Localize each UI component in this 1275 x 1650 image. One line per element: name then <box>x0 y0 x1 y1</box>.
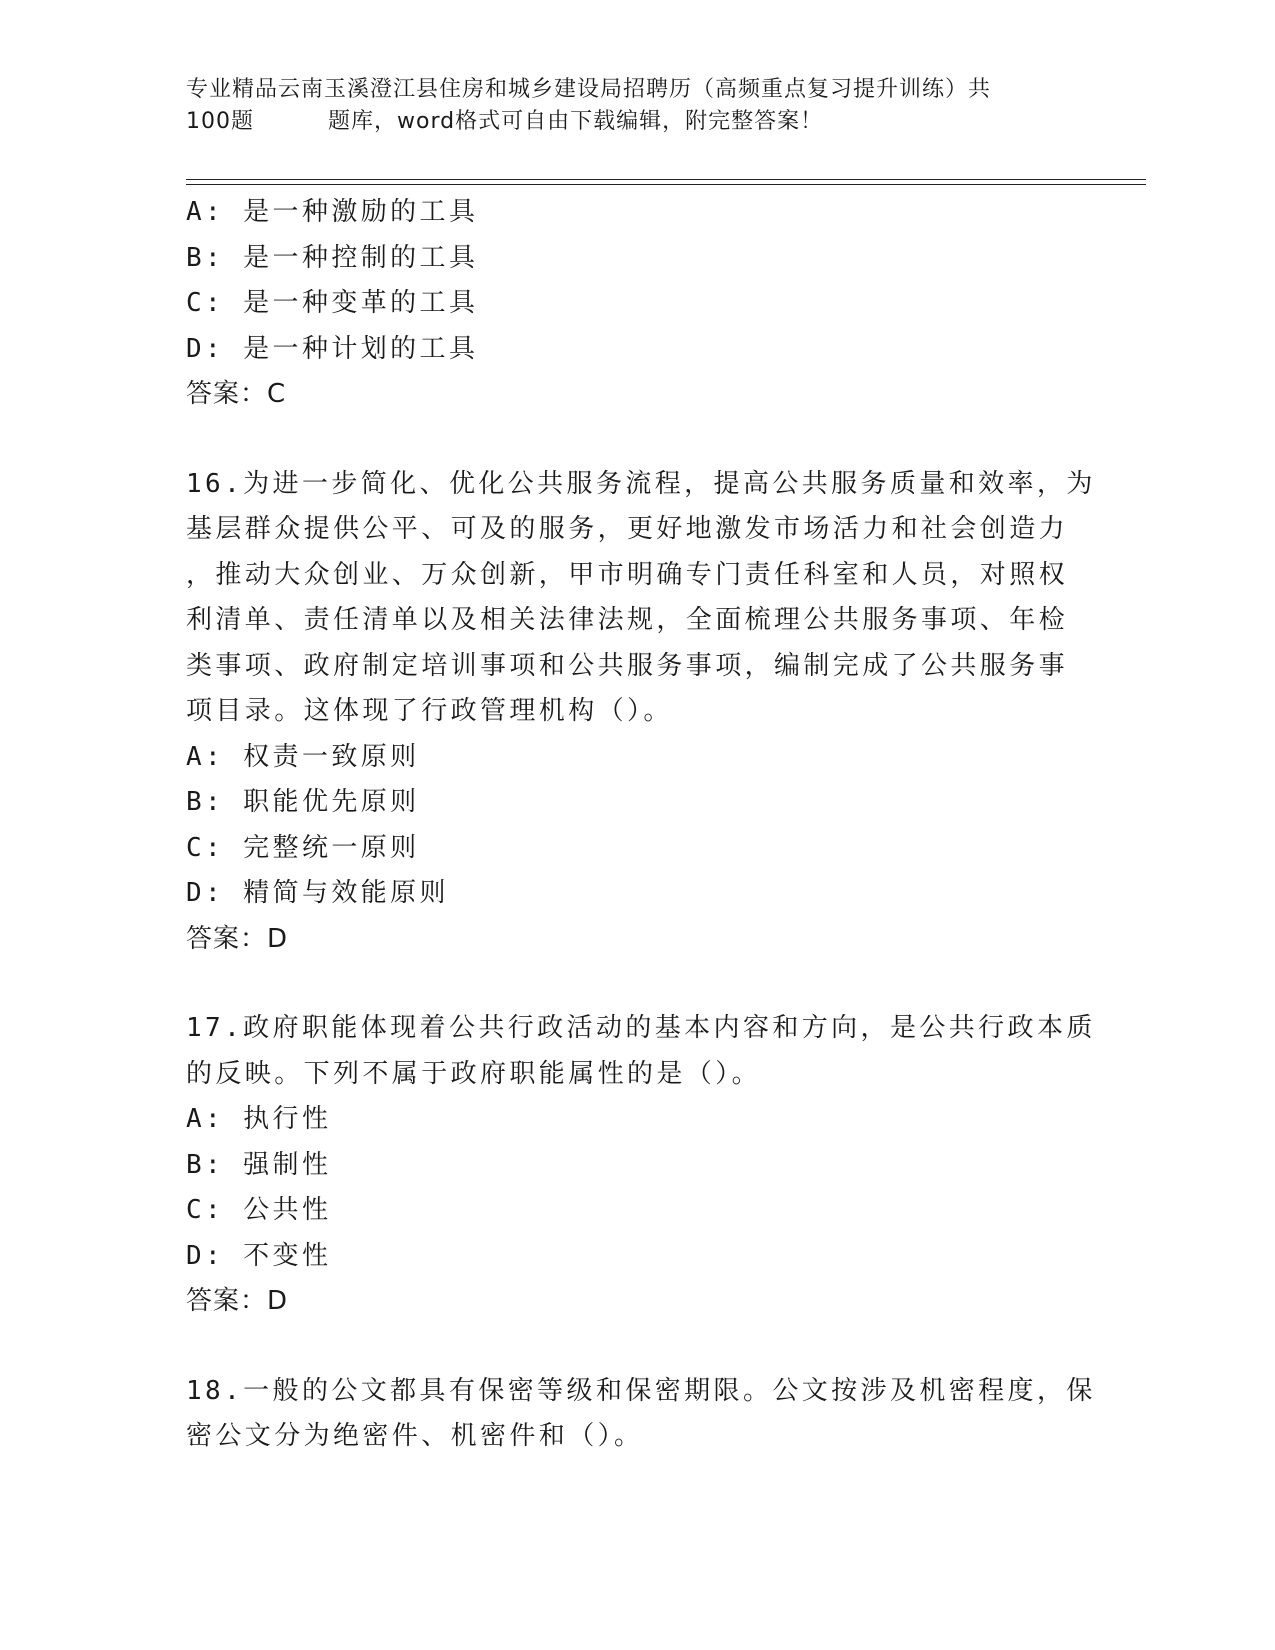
option-a: A: 权责一致原则 <box>186 741 420 772</box>
header-divider-bottom <box>186 184 1146 185</box>
option-c: C: 是一种变革的工具 <box>186 288 479 318</box>
option-c: C: 公共性 <box>186 1195 332 1225</box>
question-text-line: 17.政府职能体现着公共行政活动的基本内容和方向，是公共行政本质 <box>186 1013 1096 1043</box>
answer: 答案：D <box>186 1286 289 1316</box>
option-d: D: 精简与效能原则 <box>186 878 449 908</box>
question-text-line: 项目录。这体现了行政管理机构（）。 <box>186 696 673 726</box>
question-text-line: ，推动大众创业、万众创新，甲市明确专门责任科室和人员，对照权 <box>186 559 1069 590</box>
header-title-line2 <box>186 106 1066 138</box>
question-text-line: 密公文分为绝密件、机密件和（）。 <box>186 1421 644 1451</box>
header-question-count: 100题 <box>186 109 254 134</box>
option-b: B: 职能优先原则 <box>186 787 420 817</box>
option-c: C: 完整统一原则 <box>186 832 420 863</box>
question-text-line: 类事项、政府制定培训事项和公共服务事项，编制完成了公共服务事 <box>186 650 1069 681</box>
option-d: D: 是一种计划的工具 <box>186 333 479 364</box>
option-b: B: 强制性 <box>186 1149 332 1180</box>
question-17 <box>186 1006 1096 1325</box>
header-divider-top <box>186 179 1146 180</box>
question-content <box>186 190 1096 1460</box>
question-text-line: 16.为进一步简化、优化公共服务流程，提高公共服务质量和效率，为 <box>186 468 1096 499</box>
option-a: A: 执行性 <box>186 1104 332 1134</box>
question-16 <box>186 462 1096 963</box>
question-text-line: 的反映。下列不属于政府职能属性的是（）。 <box>186 1058 762 1089</box>
question-15 <box>186 190 1076 418</box>
answer: 答案：D <box>186 923 289 954</box>
question-text-line: 18.一般的公文都具有保密等级和保密期限。公文按涉及机密程度，保 <box>186 1375 1096 1406</box>
document-header <box>186 74 1066 138</box>
question-text-line: 基层群众提供公平、可及的服务，更好地激发市场活力和社会创造力 <box>186 514 1069 544</box>
option-a: A: 是一种激励的工具 <box>186 197 479 227</box>
header-title-line1: 专业精品云南玉溪澄江县住房和城乡建设局招聘历（高频重点复习提升训练）共 <box>186 77 992 102</box>
answer: 答案：C <box>186 379 287 409</box>
option-b: B: 是一种控制的工具 <box>186 242 479 273</box>
question-text-line: 利清单、责任清单以及相关法律法规，全面梳理公共服务事项、年检 <box>186 605 1069 635</box>
question-18 <box>186 1369 1096 1460</box>
header-description: 题库，word格式可自由下载编辑，附完整答案！ <box>328 109 824 134</box>
option-d: D: 不变性 <box>186 1240 332 1271</box>
